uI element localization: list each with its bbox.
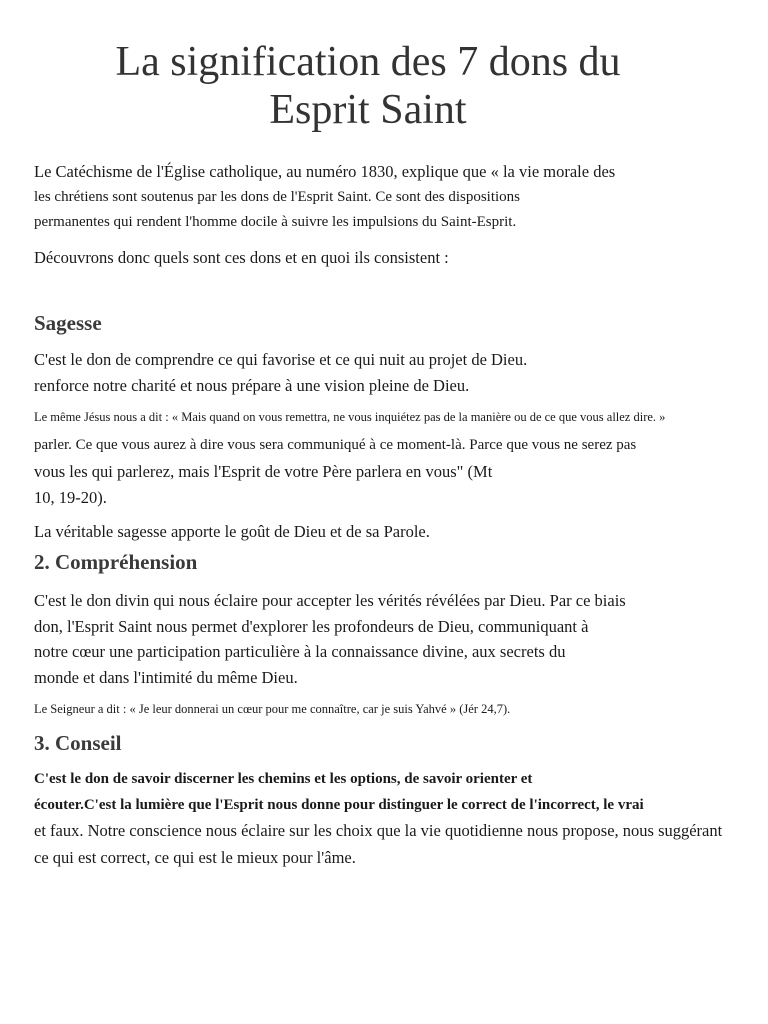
conseil-line-3: et faux. Notre conscience nous éclaire sur les choix que la vie quotidienne nous propose, nous suggérant <box>34 821 723 840</box>
title-line-2: Esprit Saint <box>269 87 467 133</box>
comprehension-line-5: Le Seigneur a dit : « Je leur donnerai un cœur pour me connaître, car je suis Yahvé » (Jér 24,7). <box>34 702 511 716</box>
comprehension-line-4: monde et dans l'intimité du même Dieu. <box>34 668 298 687</box>
comprehension-line-2: don, l'Esprit Saint nous permet d'explorer les profondeurs de Dieu, communiquant à <box>34 617 589 636</box>
conseil-line-4: ce qui est correct, ce qui est le mieux pour l'âme. <box>34 848 356 867</box>
section-heading-conseil: 3. Conseil <box>34 731 122 755</box>
section-heading-sagesse: Sagesse <box>34 311 102 335</box>
conseil-line-1: C'est le don de savoir discerner les chemins et les options, de savoir orienter et <box>34 771 533 787</box>
sagesse-line-4: parler. Ce que vous aurez à dire vous sera communiqué à ce moment-là. Parce que vous ne serez pas <box>34 437 637 453</box>
section-heading-comprehension: 2. Compréhension <box>34 550 198 574</box>
sagesse-line-6: 10, 19-20). <box>34 488 107 507</box>
intro-line-1: Le Catéchisme de l'Église catholique, au numéro 1830, explique que « la vie morale des <box>34 162 616 181</box>
sagesse-line-5: vous les qui parlerez, mais l'Esprit de votre Père parlera en vous" (Mt <box>34 462 493 481</box>
title-line-1: La signification des 7 dons du <box>115 39 621 85</box>
intro-line-4: Découvrons donc quels sont ces dons et en quoi ils consistent : <box>34 248 449 267</box>
comprehension-line-1: C'est le don divin qui nous éclaire pour accepter les vérités révélées par Dieu. Par ce biais <box>34 591 626 610</box>
intro-line-2: les chrétiens sont soutenus par les dons de l'Esprit Saint. Ce sont des dispositions <box>34 189 520 205</box>
page-title <box>60 38 676 134</box>
sagesse-line-3: Le même Jésus nous a dit : « Mais quand on vous remettra, ne vous inquiétez pas de la manière ou de ce que vous allez dire. » <box>34 410 666 424</box>
sagesse-line-2: renforce notre charité et nous prépare à une vision pleine de Dieu. <box>34 376 470 395</box>
intro-line-3: permanentes qui rendent l'homme docile à suivre les impulsions du Saint-Esprit. <box>34 214 517 230</box>
sagesse-line-1: C'est le don de comprendre ce qui favorise et ce qui nuit au projet de Dieu. <box>34 350 528 369</box>
conseil-line-2: écouter.C'est la lumière que l'Esprit nous donne pour distinguer le correct de l'incorrect, le vrai <box>34 797 644 813</box>
comprehension-line-3: notre cœur une participation particulière à la connaissance divine, aux secrets du <box>34 642 566 661</box>
sagesse-line-7: La véritable sagesse apporte le goût de Dieu et de sa Parole. <box>34 522 430 541</box>
